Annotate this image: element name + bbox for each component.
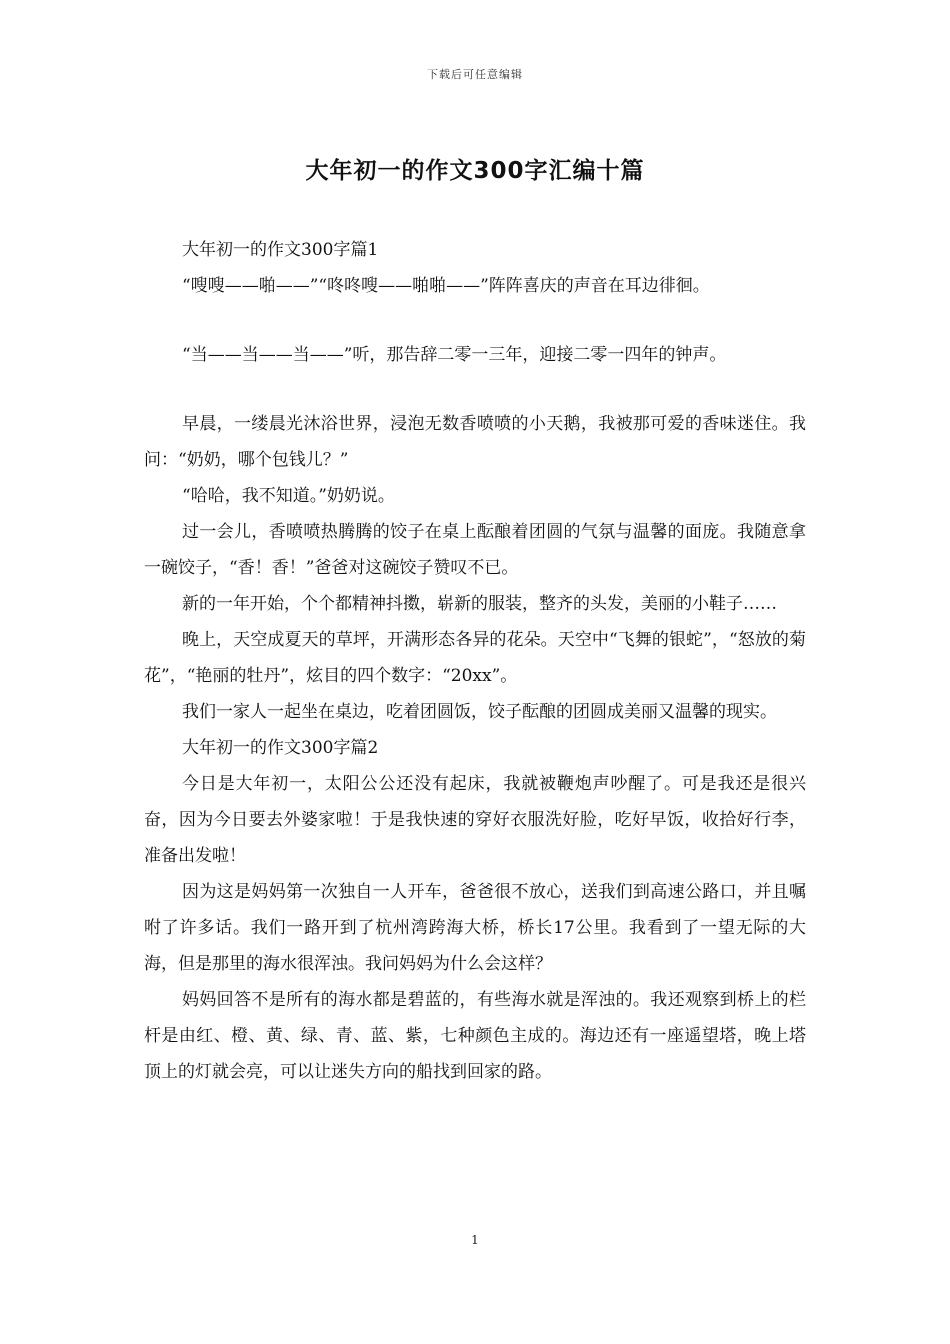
- body-paragraph: 因为这是妈妈第一次独自一人开车，爸爸很不放心，送我们到高速公路口，并且嘱咐了许多话。我们一路开到了杭州湾跨海大桥，桥长17公里。我看到了一望无际的大海，但是那里的海水很浑浊。我问妈妈为什么会这样？: [144, 882, 806, 974]
- document-body: [144, 232, 806, 1090]
- body-paragraph: 过一会儿，香喷喷热腾腾的饺子在桌上酝酿着团圆的气氛与温馨的面庞。我随意拿一碗饺子，“香！香！”爸爸对这碗饺子赞叹不已。: [144, 522, 806, 578]
- body-paragraph: 我们一家人一起坐在桌边，吃着团圆饭，饺子酝酿的团圆成美丽又温馨的现实。: [182, 702, 777, 722]
- page-header-note: 下载后可任意编辑: [427, 68, 523, 81]
- document-title: 大年初一的作文300字汇编十篇: [305, 158, 645, 184]
- body-paragraph: 新的一年开始，个个都精神抖擞，崭新的服装，整齐的头发，美丽的小鞋子……: [182, 594, 777, 614]
- body-paragraph: “哈哈，我不知道。”奶奶说。: [182, 486, 395, 506]
- body-paragraph: “当——当——当——”听，那告辞二零一三年，迎接二零一四年的钟声。: [182, 345, 727, 365]
- body-paragraph: 晚上，天空成夏天的草坪，开满形态各异的花朵。天空中“飞舞的银蛇”，“怒放的菊花”，“艳丽的牡丹”，炫目的四个数字：“20xx”。: [144, 630, 806, 686]
- body-paragraph: 今日是大年初一，太阳公公还没有起床，我就被鞭炮声吵醒了。可是我还是很兴奋，因为今日要去外婆家啦！于是我快速的穿好衣服洗好脸，吃好早饭，收拾好行李，准备出发啦！: [144, 774, 806, 866]
- body-paragraph: 早晨，一缕晨光沐浴世界，浸泡无数香喷喷的小天鹅，我被那可爱的香味迷住。我问：“奶奶，哪个包钱儿？”: [144, 414, 806, 470]
- page-number: 1: [471, 1233, 479, 1247]
- section-heading-2: 大年初一的作文300字篇2: [182, 738, 379, 758]
- body-paragraph: 妈妈回答不是所有的海水都是碧蓝的，有些海水就是浑浊的。我还观察到桥上的栏杆是由红、橙、黄、绿、青、蓝、紫，七种颜色主成的。海边还有一座遥望塔，晚上塔顶上的灯就会亮，可以让迷失方向的船找到回家的路。: [144, 990, 806, 1082]
- section-heading-1: 大年初一的作文300字篇1: [182, 240, 379, 260]
- body-paragraph: “嗖嗖——啪——”“咚咚嗖——啪啪——”阵阵喜庆的声音在耳边徘徊。: [182, 276, 710, 296]
